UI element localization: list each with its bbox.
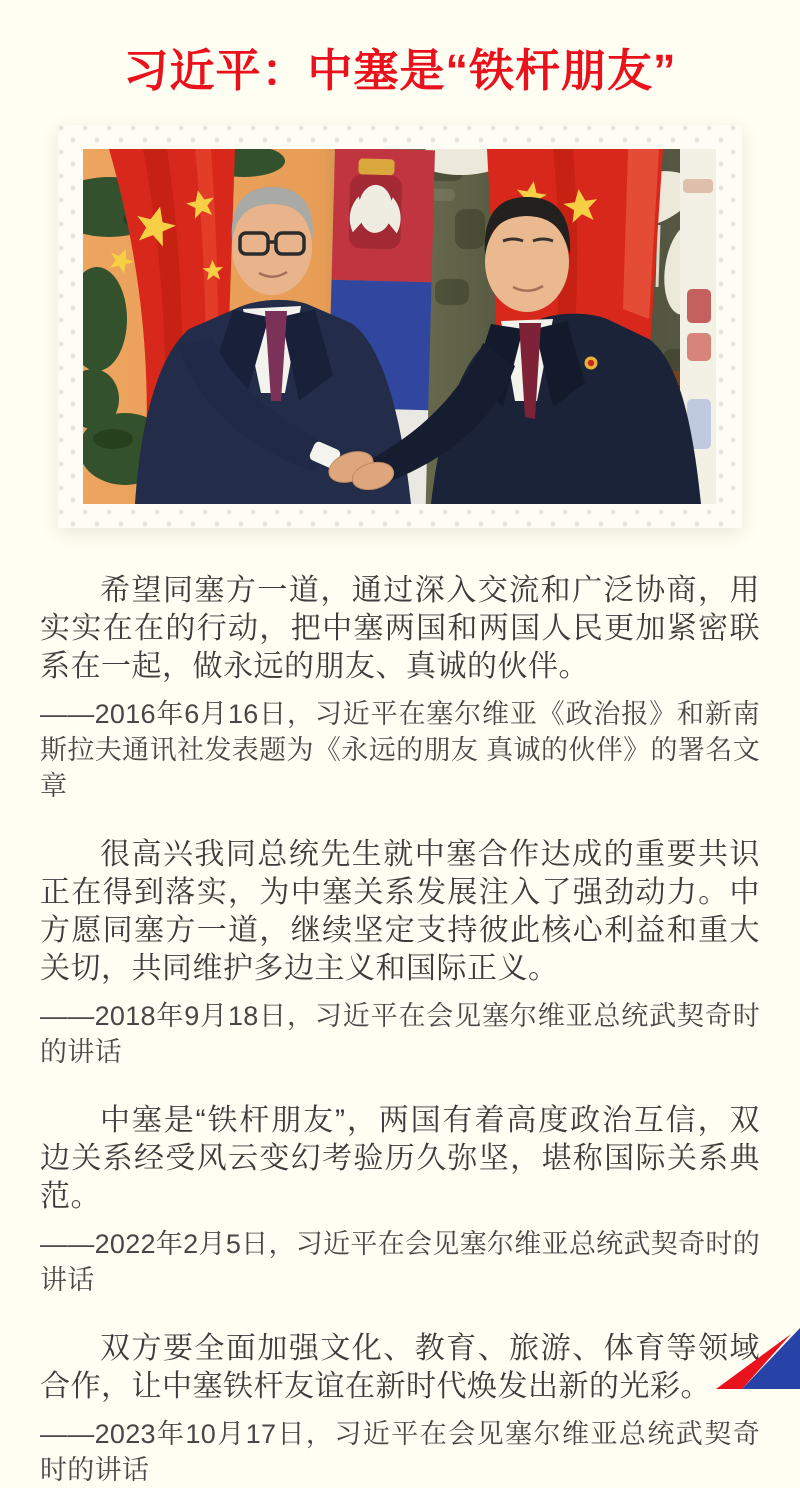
quote-block-2016 xyxy=(40,572,760,804)
quote-block-2023 xyxy=(40,1330,760,1488)
corner-ribbon-decoration xyxy=(700,1324,800,1389)
quote-source: ——2016年6月16日，习近平在塞尔维亚《政治报》和新南斯拉夫通讯社发表题为《永远的朋友 真诚的伙伴》的署名文章 xyxy=(40,699,760,801)
quote-text: 中塞是“铁杆朋友”，两国有着高度政治互信，双边关系经受风云变幻考验历久弥坚，堪称国际关系典范。 xyxy=(40,1104,760,1213)
serbian-crest-crown xyxy=(358,158,394,175)
article-page xyxy=(0,44,800,1488)
handshake-photo-illustration xyxy=(83,149,716,504)
photo-card xyxy=(58,125,742,528)
quote-text: 双方要全面加强文化、教育、旅游、体育等领域合作，让中塞铁杆友谊在新时代焕发出新的光彩。 xyxy=(40,1332,760,1403)
page-title: 习近平：中塞是“铁杆朋友” xyxy=(123,45,677,96)
quote-block-2022 xyxy=(40,1102,760,1298)
quote-text: 很高兴我同总统先生就中塞合作达成的重要共识正在得到落实，为中塞关系发展注入了强劲动力。中方愿同塞方一道，继续坚定支持彼此核心利益和重大关切，共同维护多边主义和国际正义。 xyxy=(40,838,760,985)
leaders-handshake-photo xyxy=(83,149,716,504)
quote-source: ——2018年9月18日，习近平在会见塞尔维亚总统武契奇时的讲话 xyxy=(40,1001,760,1067)
quote-source: ——2023年10月17日，习近平在会见塞尔维亚总统武契奇时的讲话 xyxy=(40,1419,760,1485)
quote-block-2018 xyxy=(40,836,760,1070)
quote-source: ——2022年2月5日，习近平在会见塞尔维亚总统武契奇时的讲话 xyxy=(40,1229,760,1295)
quote-text: 希望同塞方一道，通过深入交流和广泛协商，用实实在在的行动，把中塞两国和两国人民更加紧密联系在一起，做永远的朋友、真诚的伙伴。 xyxy=(40,574,760,683)
ribbon-blue-triangle xyxy=(742,1328,800,1389)
quotes-section xyxy=(0,572,800,1488)
